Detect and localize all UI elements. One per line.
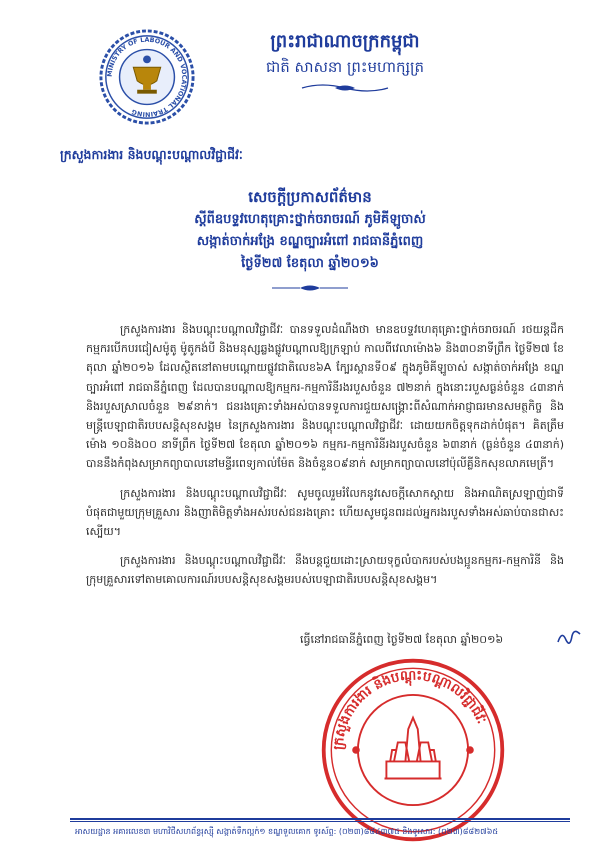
title-line-1: សេចក្តីប្រកាសព័ត៌មាន: [248, 188, 372, 206]
paragraph-3: ក្រសួងការងារ និងបណ្តុះបណ្តាលវិជ្ជាជីវៈ នឹងបន្តជួយដោះស្រាយទុក្ខលំបាករបស់បងប្អូនកម្មករ-កម្មការិនី និងក្រុមគ្រួសារទៅតាមគោលការណ៍របបសន្តិសុខសង្គមរបស់បេឡាជាតិរបបសន្តិសុខសង្គម។: [86, 554, 564, 587]
title-line-4: ថ្ងៃទី២៧ ខែតុលា ឆ្នាំ២០១៦: [241, 256, 379, 271]
document-body: [86, 320, 564, 600]
official-seal: [318, 655, 508, 845]
ministry-name: ក្រសួងការងារ និងបណ្តុះបណ្តាលវិជ្ជាជីវៈ: [60, 147, 243, 162]
seal-text: ក្រសួងការងារ និងបណ្តុះបណ្តាលវិជ្ជាជីវៈ: [331, 668, 489, 751]
paragraph-2: ក្រសួងការងារ និងបណ្តុះបណ្តាលវិជ្ជាជីវៈ សូមចូលរួមរំលែកនូវសេចក្តីសោកស្តាយ និងអាណិតស្រឡាញ់ជាទីបំផុតជាមួយក្រុមគ្រួសារ និងញាតិមិត្តទាំងអស់របស់ជនរងគ្រោះ ហើយសូមជូនពរដល់អ្នករងរបួសទាំងអស់ឆាប់បានជាសះស្បើយ។: [86, 486, 564, 539]
title-line-2: ស្តីពីឧបទ្ទវហេតុគ្រោះថ្នាក់ចរាចរណ៍ ភូមិគីឡូចាស់: [194, 212, 426, 227]
footer-rule: [70, 818, 570, 820]
paragraph-1: ក្រសួងការងារ និងបណ្តុះបណ្តាលវិជ្ជាជីវៈ បានទទួលដំណឹងថា មានឧបទ្ទវហេតុគ្រោះថ្នាក់ចរាចរណ៍ រថយន្តដឹកកម្មករបើកបរជៀសម៉ូតូ ម៉ូតូកង់បី និងមនុស្សឆ្លងផ្លូវបណ្តាលឱ្យក្រឡាប់ កាលពីវេលាម៉ោង៦ និង៣០នាទីព្រឹក ថ្ងៃទី២៧ ខែតុលា ឆ្នាំ២០១៦ ដែលស្ថិតនៅតាមបណ្តោយផ្លូវជាតិលេខ៦A ក្បែរស្ពានទី០៩ ក្នុងភូមិគីឡូចាស់ សង្កាត់ចាក់អង្រែ ខណ្ឌច្បារអំពៅ រាជធានីភ្នំពេញ ដែលបានបណ្តាលឱ្យកម្មករ-កម្មការិនីរងរបួសចំនួន ៧២នាក់ ក្នុងនោះរបួសធ្ងន់ចំនួន ៤៣នាក់ និងរបួសស្រាលចំនួន ២៩នាក់។ ជនរងគ្រោះទាំងអស់បានទទួលការជួយសង្គ្រោះពីសំណាក់អាជ្ញាធរមានសមត្ថកិច្ច និងមន្ត្រីបេឡាជាតិរបបសន្តិសុខសង្គម នៃក្រសួងការងារ និងបណ្តុះបណ្តាលវិជ្ជាជីវៈ ដោយយកចិត្តទុកដាក់បំផុត។ គិតត្រឹមម៉ោង ១០និង០០ នាទីព្រឹក ថ្ងៃទី២៧ ខែតុលា ឆ្នាំ២០១៦ កម្មករ-កម្មការិនីរងរបួសចំនួន ៦៣នាក់ (ធ្ងន់ចំនួន ៤៣នាក់) បាននឹងកំពុងសម្រាកព្យាបាលនៅមន្ទីរពេទ្យកាល់ម៉ែត និងចំនួន០៩នាក់ សម្រាកព្យាបាលនៅប៉ុលីគ្លីនិកសុខលាភមេត្រី។: [86, 323, 564, 471]
footer-address: អាសយដ្ឋាន អគារលេខ៣ មហាវិថីសហព័ន្ធរុស្ស៊ី សង្កាត់ទឹកល្អក់១ ខណ្ឌទួលគោក ទូរស័ព្ទ: (០២៣)៨៨៤៣៧៥ និងទូរសារ: (០២៣)៨៨២៧៦៥: [75, 827, 499, 836]
date-line: ធ្វើនៅរាជធានីភ្នំពេញ ថ្ងៃទី២៧ ខែតុលា ឆ្នាំ២០១៦: [300, 633, 504, 646]
footer-rule: [70, 821, 570, 822]
ornament-divider: [300, 82, 390, 94]
temple-icon: [385, 718, 442, 779]
document-title: [120, 186, 500, 293]
ministry-logo: [98, 28, 196, 126]
national-motto: ជាតិ សាសនា ព្រះមហាក្សត្រ: [265, 58, 425, 76]
signature-mark: [556, 628, 582, 648]
logo-text: MINISTRY OF LABOUR AND VOCATIONAL TRAINING: [105, 35, 189, 119]
national-header: [230, 30, 460, 94]
kingdom-title: ព្រះរាជាណាចក្រកម្ពុជា: [270, 31, 420, 52]
title-line-3: សង្កាត់ចាក់អង្រែ ខណ្ឌច្បារអំពៅ រាជធានីភ្នំពេញ: [196, 234, 424, 249]
ornament-divider: [270, 283, 350, 293]
